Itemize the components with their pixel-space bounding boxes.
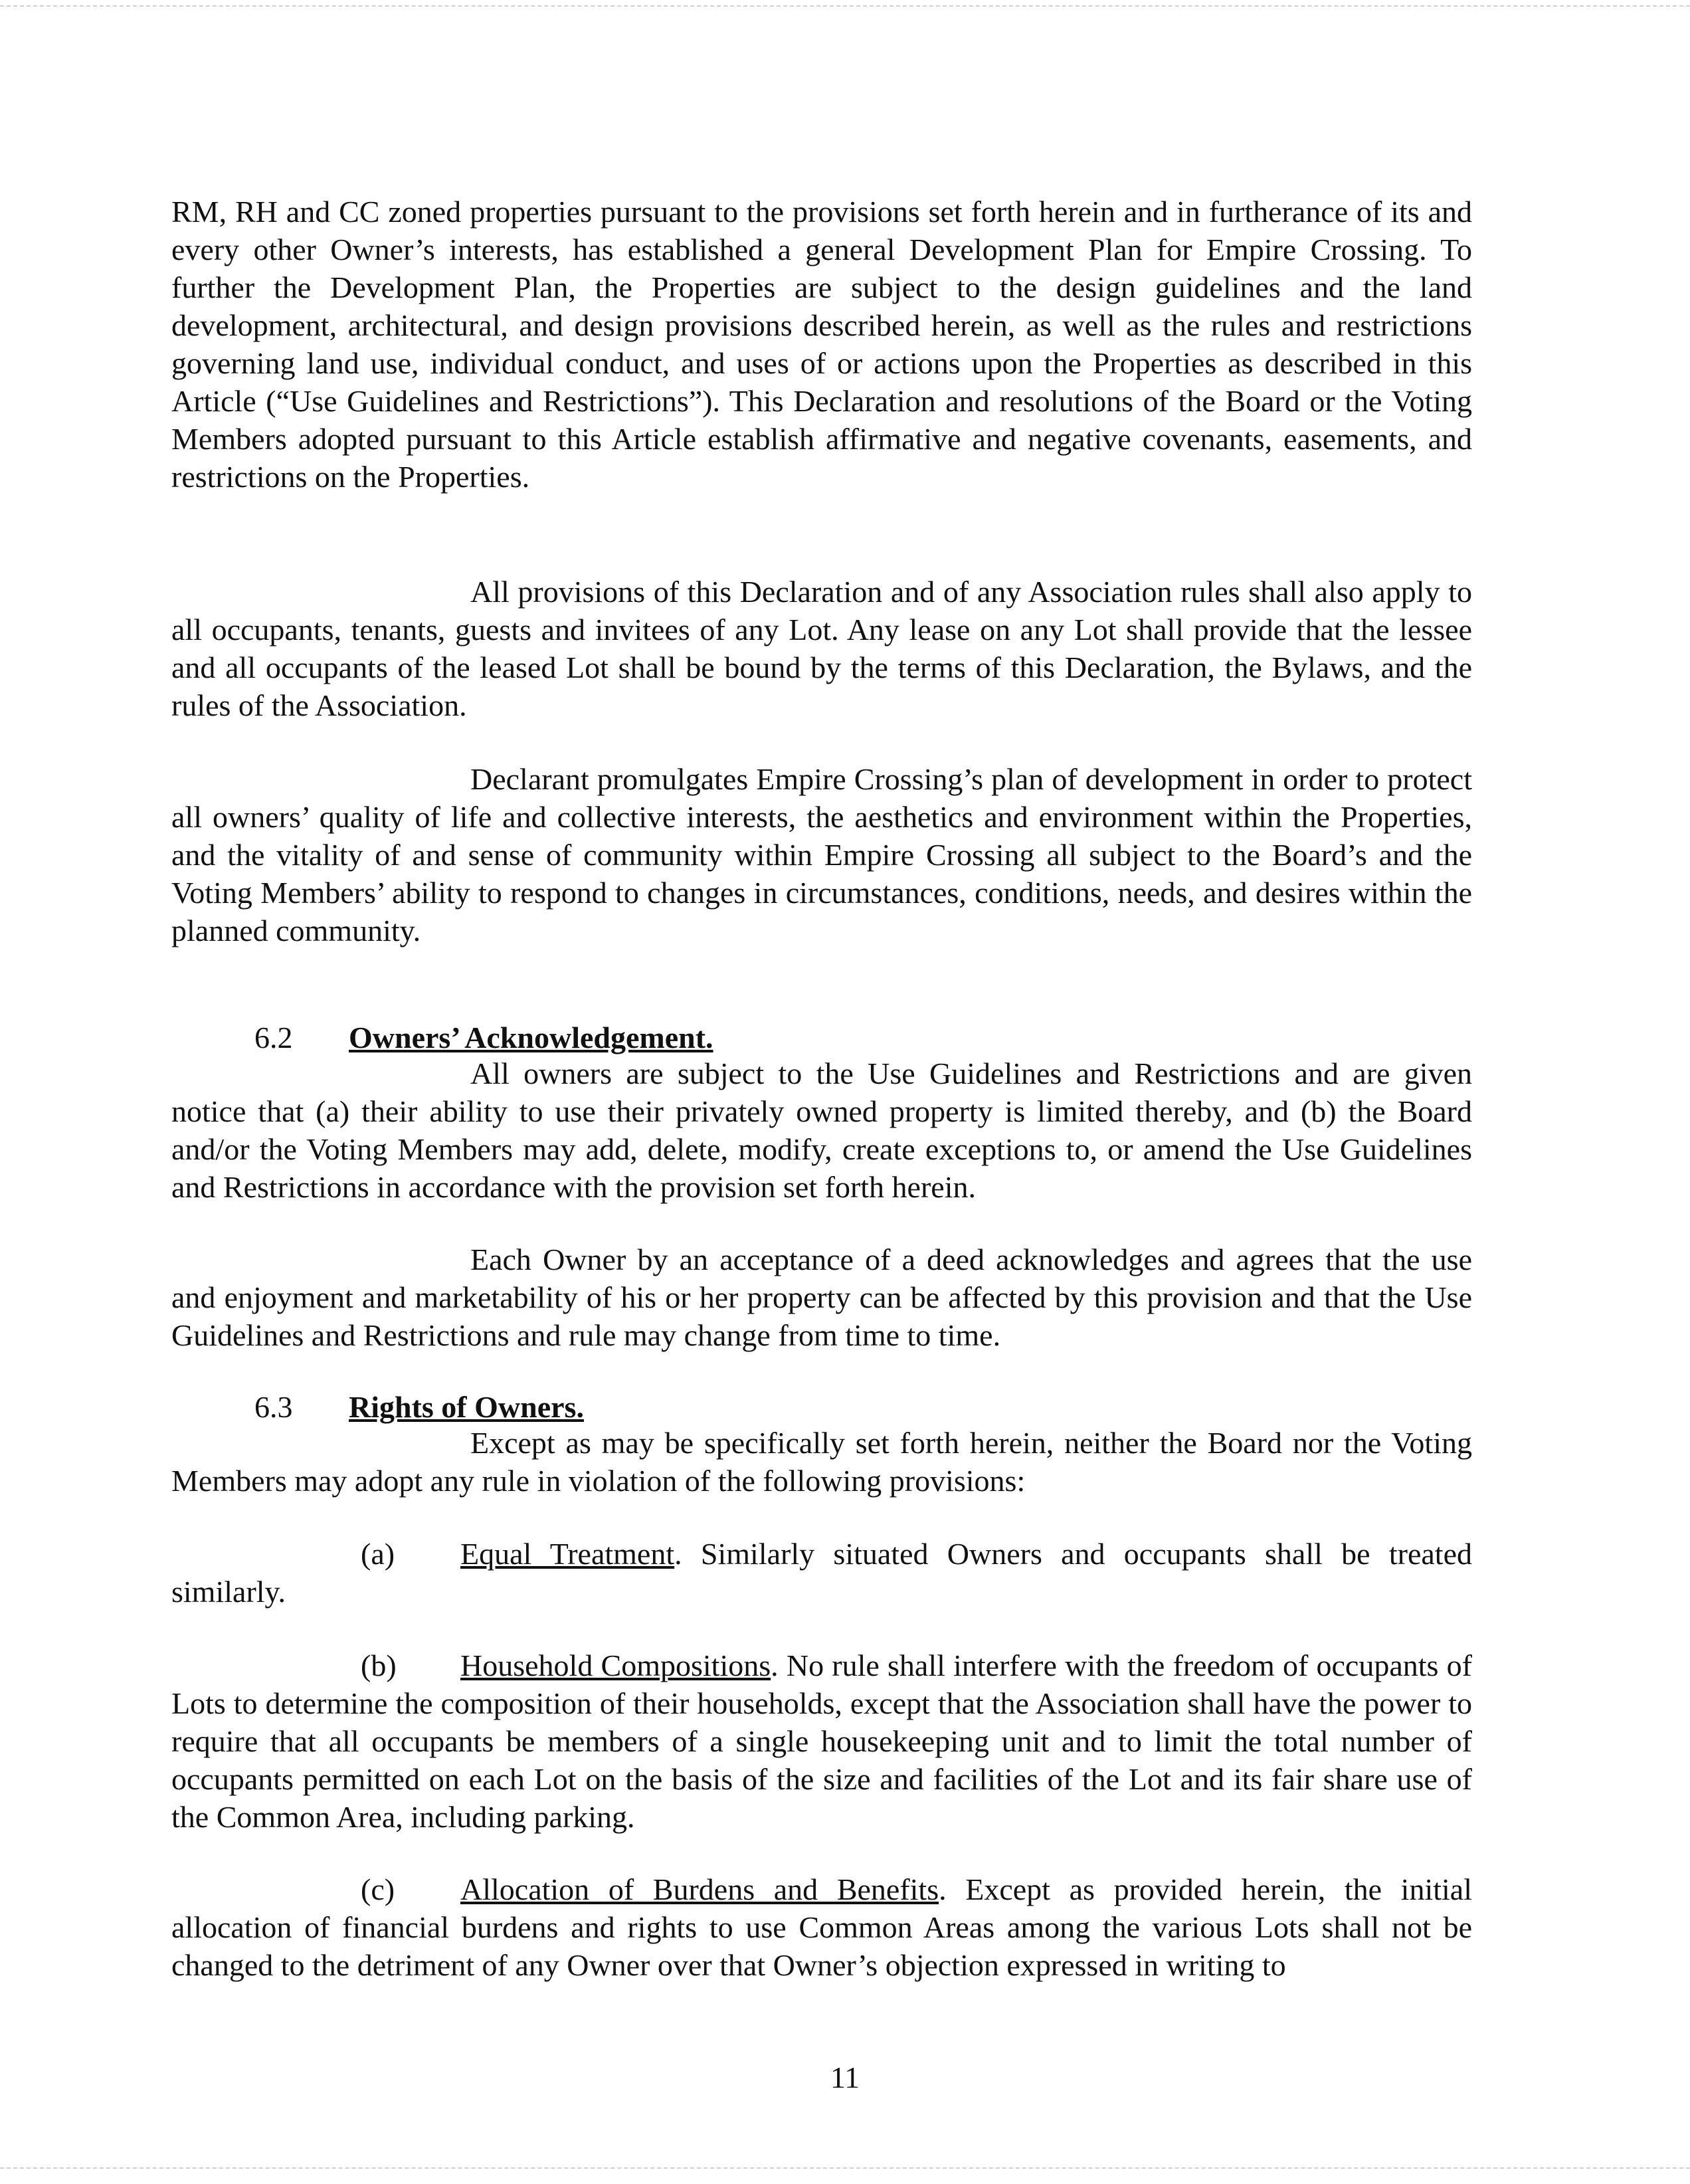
subsection-label: Allocation of Burdens and Benefits: [460, 1872, 939, 1906]
scan-artifact-bottom: [0, 2167, 1690, 2175]
section-title: Rights of Owners.: [349, 1390, 584, 1424]
subsection-paragraph: [171, 1870, 1472, 1984]
paragraph-occupants: [171, 573, 1472, 724]
subsection-letter: (c): [361, 1872, 395, 1906]
subsection-text: . Similarly situated Owners and occupants shall be treated similarly.: [171, 1537, 1472, 1609]
page-number: 11: [830, 2060, 860, 2094]
section-heading-6-3: [171, 1388, 1472, 1426]
section-number: 6.3: [254, 1390, 293, 1424]
paragraph-text: Declarant promulgates Empire Crossing’s plan of development in order to protect all owners’ quality of life and collective interests, the aesthetics and environment within the Properties, and the vitality of and sense of community within Empire Crossing all subject to the Board’s and the Voting Members’ ability to respond to changes in circumstances, conditions, needs, and desires within the planned community.: [171, 762, 1472, 947]
paragraph-text: Except as may be specifically set forth herein, neither the Board nor the Voting Members may adopt any rule in violation of the following provisions:: [171, 1426, 1472, 1498]
subsection-b-household-compositions: [171, 1646, 1472, 1836]
subsection-text: . Except as provided herein, the initial allocation of financial burdens and rights to use Common Areas among the various Lots shall not be changed to the detriment of any Owner over that Owner’s objection expressed in writing to: [171, 1872, 1473, 1982]
subsection-paragraph: [171, 1646, 1472, 1836]
subsection-label: Equal Treatment: [460, 1537, 675, 1571]
subsection-letter: (b): [361, 1648, 397, 1682]
subsection-a-equal-treatment: [171, 1535, 1472, 1611]
paragraph-text: RM, RH and CC zoned properties pursuant to the provisions set forth herein and in furtherance of its and every other Owner’s interests, has established a general Development Plan for Empire Crossing. To further the Development Plan, the Properties are subject to the design guidelines and the land development, architectural, and design provisions described herein, as well as the rules and restrictions governing land use, individual conduct, and uses of or actions upon the Properties as described in this Article (“Use Guidelines and Restrictions”). This Declaration and resolutions of the Board or the Voting Members adopted pursuant to this Article establish affirmative and negative covenants, easements, and restrictions on the Properties.: [171, 195, 1472, 494]
section-number: 6.2: [254, 1021, 293, 1054]
paragraph-intro: [171, 193, 1472, 496]
subsection-letter: (a): [361, 1537, 395, 1571]
section-6-2-paragraph-2: [171, 1241, 1472, 1354]
subsection-c-allocation-of-burdens: [171, 1870, 1472, 1984]
section-6-3-intro: [171, 1424, 1472, 1500]
paragraph-plan-of-development: [171, 760, 1472, 949]
section-title: Owners’ Acknowledgement.: [349, 1021, 713, 1054]
scan-artifact-top: [0, 5, 1690, 13]
subsection-text: . No rule shall interfere with the freedom of occupants of Lots to determine the composition of their households, except that the Association shall have the power to require that all occupants be members of a single housekeeping unit and to limit the total number of occupants permitted on each Lot on the basis of the size and facilities of the Lot and its fair share use of the Common Area, including parking.: [171, 1648, 1472, 1834]
section-6-2-paragraph-1: [171, 1054, 1472, 1206]
subsection-paragraph: [171, 1535, 1472, 1611]
paragraph-text: Each Owner by an acceptance of a deed acknowledges and agrees that the use and enjoyment and marketability of his or her property can be affected by this provision and that the Use Guidelines and Restrictions and rule may change from time to time.: [171, 1242, 1472, 1352]
paragraph-text: All provisions of this Declaration and of any Association rules shall also apply to all occupants, tenants, guests and invitees of any Lot. Any lease on any Lot shall provide that the lessee and all occupants of the leased Lot shall be bound by the terms of this Declaration, the Bylaws, and the rules of the Association.: [171, 575, 1472, 722]
subsection-label: Household Compositions: [460, 1648, 771, 1682]
section-heading-6-2: [171, 1019, 1472, 1056]
paragraph-text: All owners are subject to the Use Guidelines and Restrictions and are given notice that (a) their ability to use their privately owned property is limited thereby, and (b) the Board and/or the Voting Members may add, delete, modify, create exceptions to, or amend the Use Guidelines and Restrictions in accordance with the provision set forth herein.: [171, 1056, 1472, 1204]
